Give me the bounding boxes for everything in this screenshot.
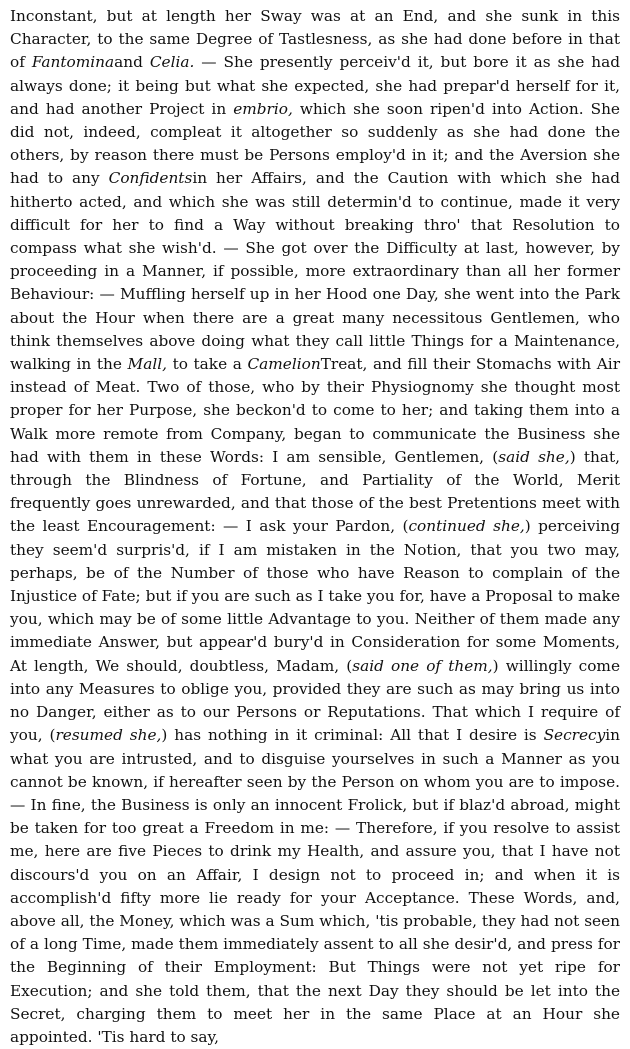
text-run: — She presently perceiv'd it, but bore it as she had always done; it being but what she expected, she had prepar'd herself for it, and had another Project in (10, 53, 620, 118)
text-run: ) perceiving they seem'd surpris'd, if I am mistaken in the Notion, that you two may, perhaps, be of the Number of those who have Reason to complain of the Injustice of Fate; but if you are such as I take you for, have a Proposal to make you, which may be of some little Advantage to you. Neither of them made any immediate Answer, but appear'd bury'd in Consideration for some Moments, At length, We should, doubtless, Madam, ( (10, 517, 620, 675)
text-run: in what you are intrusted, and to disguise yourselves in such a Manner as you cannot be known, if hereafter seen by the Person on whom you are to impose. — In fine, the Business is only an innocent Frolick, but if blaz'd abroad, might be taken for too great a Freedom in me: — Therefore, if you resolve to assist me, here are five Pieces to drink my Health, and assure you, that I have not discours'd you on an Affair, I design not to proceed in; and when it is accomplish'd fifty more lie ready for your Acceptance. These Words, and, above all, the Money, which was a Sum which, 'tis probable, they had not seen of a long Time, made them immediately assent to all she desir'd, and press for the Beginning of their Employment: But Things were not yet ripe for Execution; and she told them, that the next Day they should be let into the Secret, charging them to meet her in the same Place at an Hour she appointed. 'Tis hard to say, (10, 726, 620, 1046)
italic-text-run: continued she, (408, 517, 525, 536)
italic-text-run: Celia. (149, 53, 195, 72)
italic-text-run: Mall, (127, 355, 167, 374)
italic-text-run: Secrecy (543, 726, 606, 745)
text-run: ) has nothing in it criminal: All that I desire is (161, 726, 544, 745)
text-run: which she soon ripen'd into Action. She did not, indeed, compleat it altogether so suddenly as she had done the others, by reason there must be Persons employ'd in it; and the Aversion she had to any (10, 99, 620, 188)
text-run: in her Affairs, and the Caution with which she had hitherto acted, and which she was still determin'd to continue, made it very difficult for her to find a Way without breaking thro' that Resolution to compass what she wish'd. — She got over the Difficulty at last, however, by proceeding in a Manner, if possible, more extraordinary than all her former Behaviour: — Muffling herself up in her Hood one Day, she went into the Park about the Hour when there are a great many necessitous Gentlemen, who think themselves above doing what they call little Things for a Maintenance, walking in the (10, 169, 620, 374)
italic-text-run: embrio, (233, 99, 293, 118)
text-run: ) that, through the Blindness of Fortune, and Partiality of the World, Merit frequently goes unrewarded, and that those of the best Pretentions meet with the least Encouragement: — I ask your Pardon, ( (10, 447, 620, 536)
text-run: Inconstant, but at length her Sway was at an End, and she sunk in this Character, to the same Degree of Tastlesness, as she had done before in that of (10, 7, 620, 72)
italic-text-run: resumed she, (55, 726, 162, 745)
body-paragraph (10, 5, 620, 1049)
text-run: Treat, and fill their Stomachs with Air instead of Meat. Two of those, who by their Physiognomy she thought most proper for her Purpose, she beckon'd to come to her; and taking them into a Walk more remote from Company, began to communicate the Business she had with them in these Words: I am sensible, Gentlemen, ( (10, 355, 621, 466)
italic-text-run: Camelion (247, 355, 321, 374)
italic-text-run: said she, (498, 447, 570, 466)
text-run: ) willingly come into any Measures to oblige you, provided they are such as may bring us into no Danger, either as to our Persons or Reputations. That which I require of you, ( (10, 656, 620, 745)
text-run: to take a (166, 355, 248, 374)
italic-text-run: said one of them, (352, 656, 493, 675)
text-run: and (114, 53, 150, 72)
italic-text-run: Confidents (108, 169, 193, 188)
italic-text-run: Fantomina (31, 53, 115, 72)
